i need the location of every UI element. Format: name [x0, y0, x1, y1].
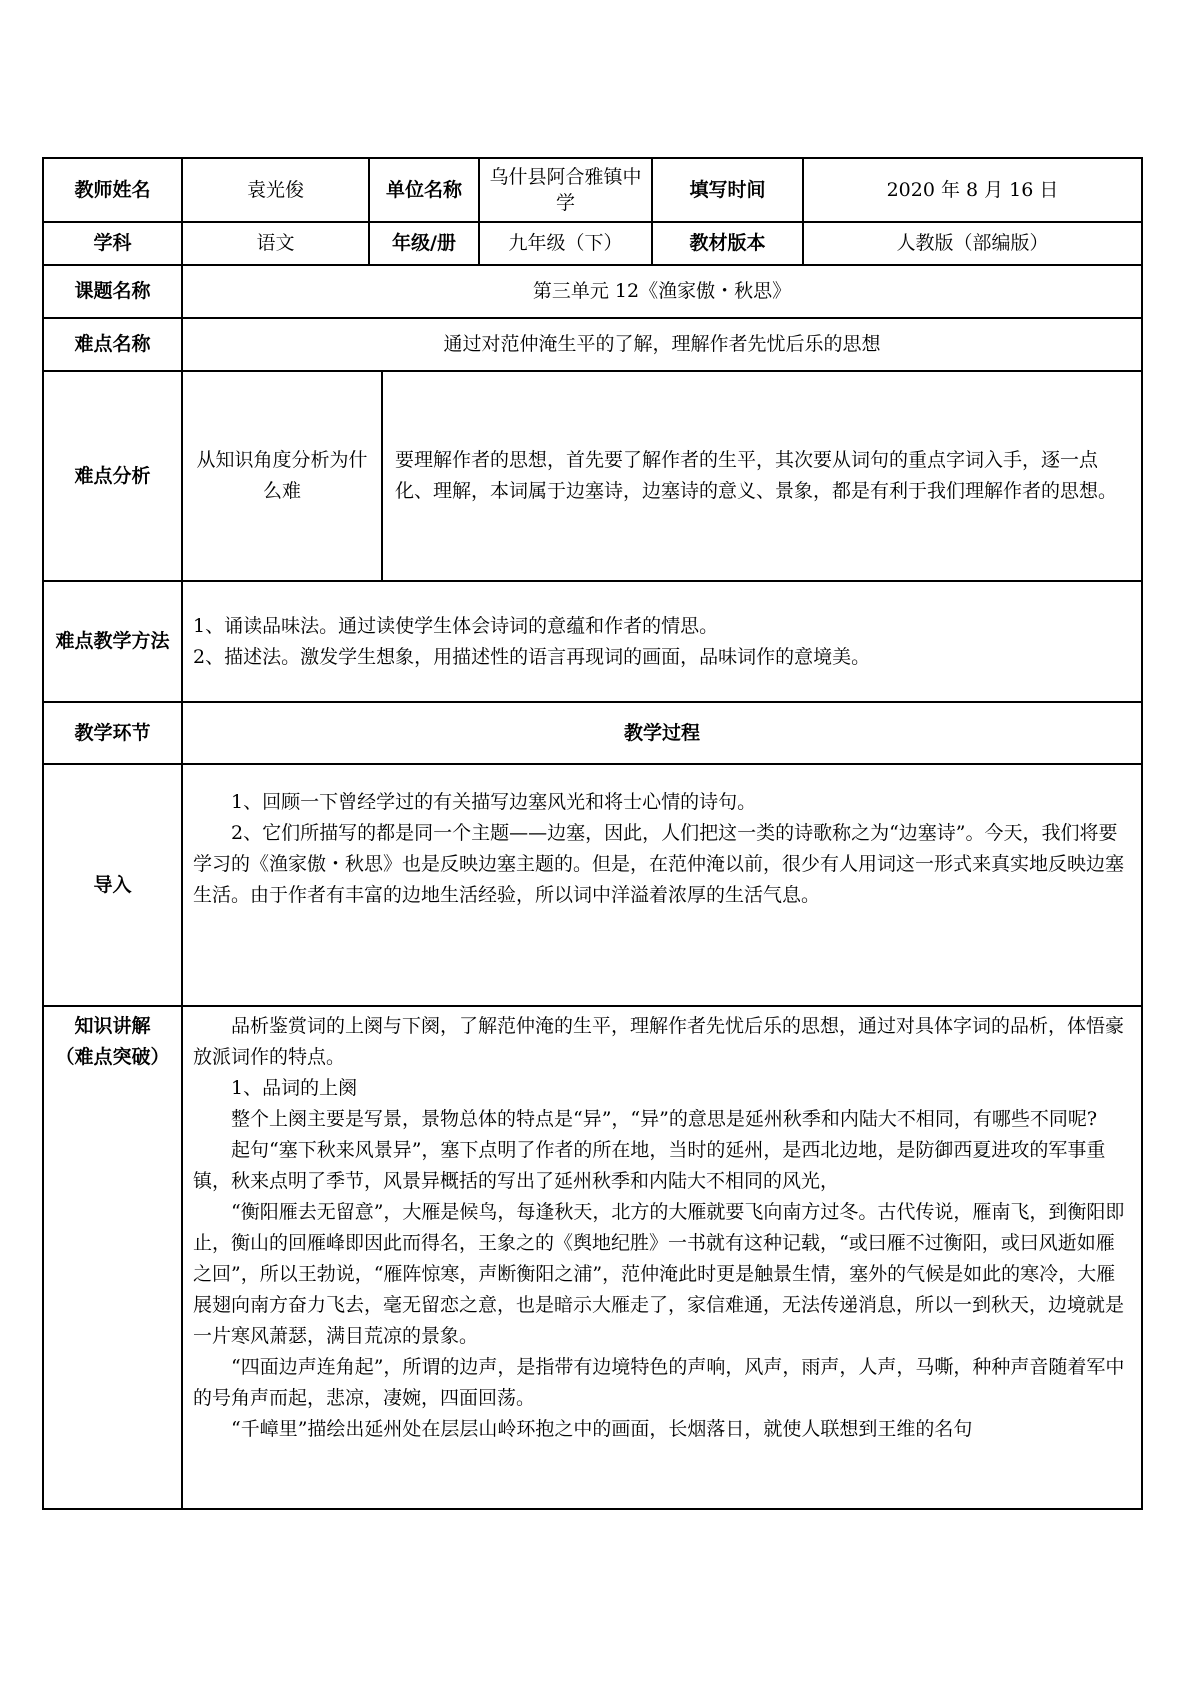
knowledge-label-line2: （难点突破）: [55, 1046, 170, 1068]
unit-value: 乌什县阿合雅镇中学: [479, 158, 652, 222]
knowledge-paragraph: 品析鉴赏词的上阕与下阕，了解范仲淹的生平，理解作者先忧后乐的思想，通过对具体字词的品析，体悟豪放派词作的特点。: [193, 1015, 1125, 1068]
subject-row: [43, 222, 1142, 265]
lesson-plan-document: [42, 157, 1141, 1510]
teacher-value: 袁光俊: [182, 158, 369, 222]
topic-value: 第三单元 12《渔家傲・秋思》: [182, 265, 1142, 318]
intro-content: [182, 764, 1142, 1006]
difficulty-row: [43, 318, 1142, 371]
date-label: 填写时间: [652, 158, 803, 222]
intro-label: 导入: [43, 764, 182, 1006]
method-item: 1、诵读品味法。通过读使学生体会诗词的意蕴和作者的情思。: [193, 614, 719, 637]
analysis-row: [43, 371, 1142, 581]
intro-row: [43, 764, 1142, 1006]
method-row: [43, 581, 1142, 702]
grade-value: 九年级（下）: [479, 222, 652, 265]
topic-label: 课题名称: [43, 265, 182, 318]
knowledge-paragraph: 整个上阕主要是写景，景物总体的特点是“异”，“异”的意思是延州秋季和内陆大不相同，有哪些不同呢?: [231, 1108, 1098, 1130]
intro-paragraph: 1、回顾一下曾经学过的有关描写边塞风光和将士心情的诗句。: [231, 791, 757, 813]
knowledge-content: [182, 1006, 1142, 1509]
intro-paragraph: 2、它们所描写的都是同一个主题——边塞，因此，人们把这一类的诗歌称之为“边塞诗”。今天，我们将要学习的《渔家傲・秋思》也是反映边塞主题的。但是，在范仲淹以前，很少有人用词这一形式来真实地反映边塞生活。由于作者有丰富的边地生活经验，所以词中洋溢着浓厚的生活气息。: [193, 822, 1125, 906]
knowledge-paragraph: 1、品词的上阕: [231, 1077, 358, 1099]
subject-value: 语文: [182, 222, 369, 265]
knowledge-paragraph: “千嶂里”描绘出延州处在层层山岭环抱之中的画面，长烟落日，就使人联想到王维的名句: [231, 1418, 973, 1440]
difficulty-value: 通过对范仲淹生平的了解，理解作者先忧后乐的思想: [182, 318, 1142, 371]
analysis-label: 难点分析: [43, 371, 182, 581]
knowledge-label-line1: 知识讲解: [74, 1015, 151, 1037]
difficulty-label: 难点名称: [43, 318, 182, 371]
header-row: [43, 158, 1142, 222]
edition-value: 人教版（部编版）: [803, 222, 1142, 265]
topic-row: [43, 265, 1142, 318]
knowledge-paragraph: “四面边声连角起”，所谓的边声，是指带有边境特色的声响，风声，雨声，人声，马嘶，种种声音随着军中的号角声而起，悲凉，凄婉，四面回荡。: [193, 1356, 1125, 1409]
lesson-plan-table: [42, 157, 1143, 1510]
grade-label: 年级/册: [369, 222, 479, 265]
date-value: 2020 年 8 月 16 日: [803, 158, 1142, 222]
unit-label: 单位名称: [369, 158, 479, 222]
subject-label: 学科: [43, 222, 182, 265]
analysis-answer: 要理解作者的思想，首先要了解作者的生平，其次要从词句的重点字词入手，逐一点化、理解，本词属于边塞诗，边塞诗的意义、景象，都是有利于我们理解作者的思想。: [395, 449, 1118, 502]
process-header-row: [43, 702, 1142, 764]
analysis-question: 从知识角度分析为什么难: [183, 372, 383, 580]
method-content: [182, 581, 1142, 702]
method-item: 2、描述法。激发学生想象，用描述性的语言再现词的画面，品味词作的意境美。: [193, 645, 871, 668]
knowledge-paragraph: 起句“塞下秋来风景异”，塞下点明了作者的所在地，当时的延州，是西北边地，是防御西夏进攻的军事重镇，秋来点明了季节，风景异概括的写出了延州秋季和内陆大不相同的风光，: [193, 1139, 1106, 1192]
edition-label: 教材版本: [652, 222, 803, 265]
analysis-content: [182, 371, 1142, 581]
knowledge-paragraph: “衡阳雁去无留意”，大雁是候鸟，每逢秋天，北方的大雁就要飞向南方过冬。古代传说，雁南飞，到衡阳即止，衡山的回雁峰即因此而得名，王象之的《舆地纪胜》一书就有这种记载，“或曰雁不过衡阳，或曰风逝如雁之回”，所以王勃说，“雁阵惊寒，声断衡阳之浦”，范仲淹此时更是触景生情，塞外的气候是如此的寒冷，大雁展翅向南方奋力飞去，毫无留恋之意，也是暗示大雁走了，家信难通，无法传递消息，所以一到秋天，边境就是一片寒风萧瑟，满目荒凉的景象。: [193, 1201, 1125, 1347]
knowledge-row: [43, 1006, 1142, 1509]
teacher-label: 教师姓名: [43, 158, 182, 222]
knowledge-label: [43, 1006, 182, 1509]
method-label: 难点教学方法: [43, 581, 182, 702]
process-stage-label: 教学环节: [43, 702, 182, 764]
process-title: 教学过程: [182, 702, 1142, 764]
